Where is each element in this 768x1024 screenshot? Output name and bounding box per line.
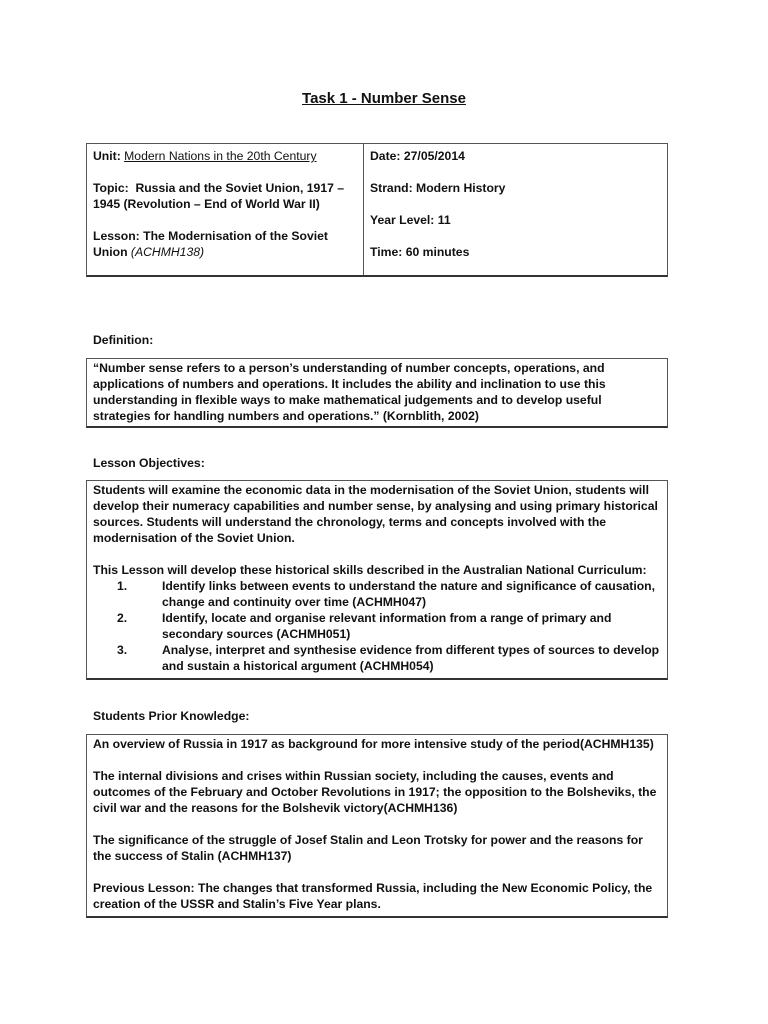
- prior-knowledge-cell: [87, 735, 667, 916]
- prior-paragraph-2: The internal divisions and crises within Russian society, including the causes, events and outcomes of the February and October Revolutions in 1917; the opposition to the Bolsheviks, the civil war and the reasons for the Bolshevik victory(ACHMH136): [93, 769, 657, 815]
- definition-box: [86, 358, 668, 428]
- topic-field: Topic: Russia and the Soviet Union, 1917 – 1945 (Revolution – End of World War II): [93, 181, 345, 211]
- year-level-field: Year Level: 11: [370, 213, 451, 227]
- page-title: Task 1 - Number Sense: [302, 90, 466, 107]
- lesson-info-right-cell: [364, 144, 667, 275]
- strand-field: Strand: Modern History: [370, 181, 506, 195]
- lesson-objectives-box: [86, 480, 668, 680]
- lesson-field: Lesson: The Modernisation of the Soviet Union (ACHMH138): [93, 229, 328, 259]
- skills-list: [93, 578, 661, 674]
- objectives-intro: Students will examine the economic data in the modernisation of the Soviet Union, students will develop their numeracy capabilities and number sense, by analysing and using primary historical sources. Students will understand the chronology, terms and concepts involved with the modernisation of the Soviet Union.: [93, 483, 658, 545]
- list-item: 1. Identify links between events to understand the nature and significance of causation, change and continuity over time (ACHMH047): [117, 579, 656, 609]
- lesson-info-table: [86, 143, 668, 277]
- definition-heading: Definition:: [93, 333, 154, 347]
- prior-knowledge-box: [86, 734, 668, 918]
- lesson-objectives-cell: [87, 481, 667, 678]
- prior-paragraph-1: An overview of Russia in 1917 as background for more intensive study of the period(ACHMH135): [93, 737, 654, 751]
- prior-knowledge-heading: Students Prior Knowledge:: [93, 709, 250, 723]
- list-item: 2. Identify, locate and organise relevant information from a range of primary and secondary sources (ACHMH051): [117, 611, 612, 641]
- prior-paragraph-4: Previous Lesson: The changes that transformed Russia, including the New Economic Policy, the creation of the USSR and Stalin’s Five Year plans.: [93, 881, 653, 911]
- skills-intro: This Lesson will develop these historical skills described in the Australian National Curriculum:: [93, 563, 647, 577]
- list-item: 3. Analyse, interpret and synthesise evidence from different types of sources to develop and sustain a historical argument (ACHMH054): [117, 643, 660, 673]
- lesson-info-left-cell: [87, 144, 364, 275]
- definition-cell: [87, 359, 667, 426]
- time-field: Time: 60 minutes: [370, 245, 470, 259]
- prior-paragraph-3: The significance of the struggle of Josef Stalin and Leon Trotsky for power and the reasons for the success of Stalin (ACHMH137): [93, 833, 643, 863]
- lesson-objectives-heading: Lesson Objectives:: [93, 456, 205, 470]
- date-field: Date: 27/05/2014: [370, 149, 465, 163]
- definition-text: “Number sense refers to a person’s understanding of number concepts, operations, and applications of numbers and operations. It includes the ability and inclination to use this understanding in flexible ways to make mathematical judgements and to develop useful strategies for handling numbers and operations.” (Kornblith, 2002): [93, 361, 606, 423]
- unit-field: Unit: Modern Nations in the 20th Century: [93, 149, 317, 163]
